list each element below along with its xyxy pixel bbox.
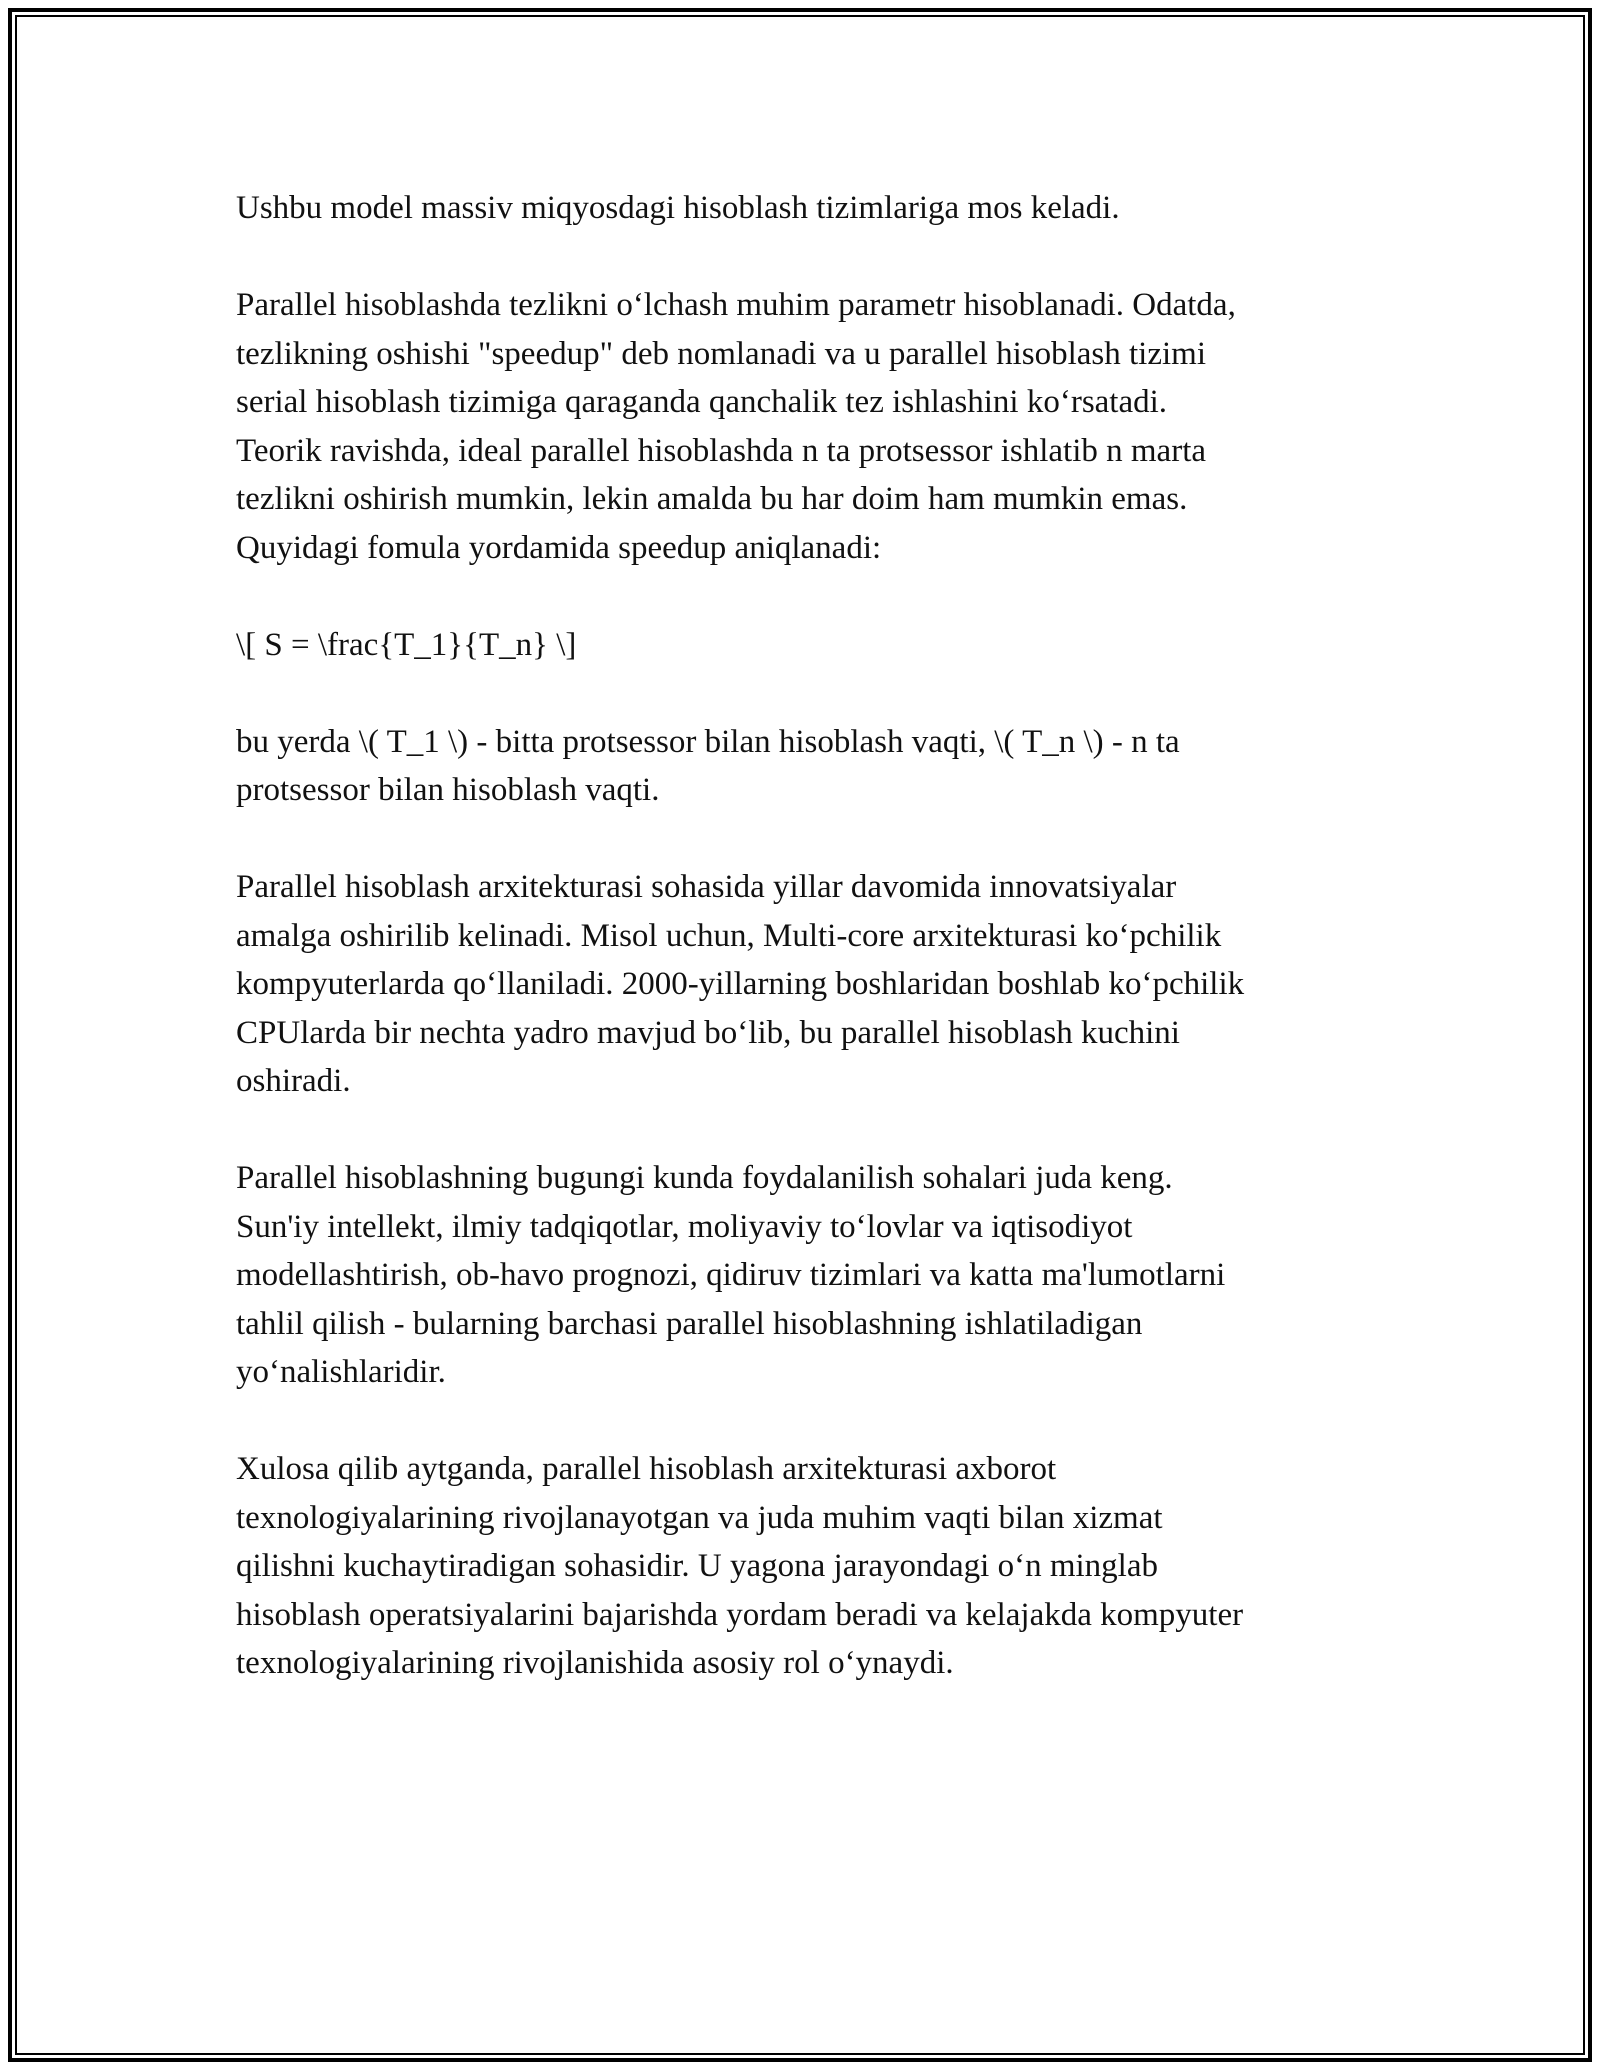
paragraph-multicore: Parallel hisoblash arxitekturasi sohasida yillar davomida innovatsiyalar amalga oshirilib kelinadi. Misol uchun, Multi-core arxitekturasi ko‘pchilik kompyuterlarda qo‘llaniladi. 2000-yillarning boshlaridan boshlab ko‘pchilik CPUlarda bir nechta yadro mavjud bo‘lib, bu parallel hisoblash kuchini oshiradi.	[236, 869, 1245, 1099]
paragraph-intro: Ushbu model massiv miqyosdagi hisoblash tizimlariga mos keladi.	[236, 190, 1120, 226]
formula-speedup: \[ S = \frac{T_1}{T_n} \]	[236, 626, 577, 663]
document-body	[236, 184, 1366, 1736]
paragraph-formula-explanation: bu yerda \( T_1 \) - bitta protsessor bilan hisoblash vaqti, \( T_n \) - n ta protsessor bilan hisoblash vaqti.	[236, 723, 1180, 808]
paragraph-applications: Parallel hisoblashning bugungi kunda foydalanilish sohalari juda keng. Sun'iy intellekt, ilmiy tadqiqotlar, moliyaviy to‘lovlar va iqtisodiyot modellashtirish, ob-havo prognozi, qidiruv tizimlari va katta ma'lumotlarni tahlil qilish - bularning barchasi parallel hisoblashning ishlatiladigan yo‘nalishlaridir.	[236, 1160, 1226, 1390]
paragraph-speedup: Parallel hisoblashda tezlikni o‘lchash muhim parametr hisoblanadi. Odatda, tezlikning oshishi "speedup" deb nomlanadi va u parallel hisoblash tizimi serial hisoblash tizimiga qaraganda qanchalik tez ishlashini ko‘rsatadi. Teorik ravishda, ideal parallel hisoblashda n ta protsessor ishlatib n marta tezlikni oshirish mumkin, lekin amalda bu har doim ham mumkin emas. Quyidagi fomula yordamida speedup aniqlanadi:	[236, 287, 1236, 566]
paragraph-conclusion: Xulosa qilib aytganda, parallel hisoblash arxitekturasi axborot texnologiyalarining rivojlanayotgan va juda muhim vaqti bilan xizmat qilishni kuchaytiradigan sohasidir. U yagona jarayondagi o‘n minglab hisoblash operatsiyalarini bajarishda yordam beradi va kelajakda kompyuter texnologiyalarining rivojlanishida asosiy rol o‘ynaydi.	[236, 1451, 1244, 1681]
